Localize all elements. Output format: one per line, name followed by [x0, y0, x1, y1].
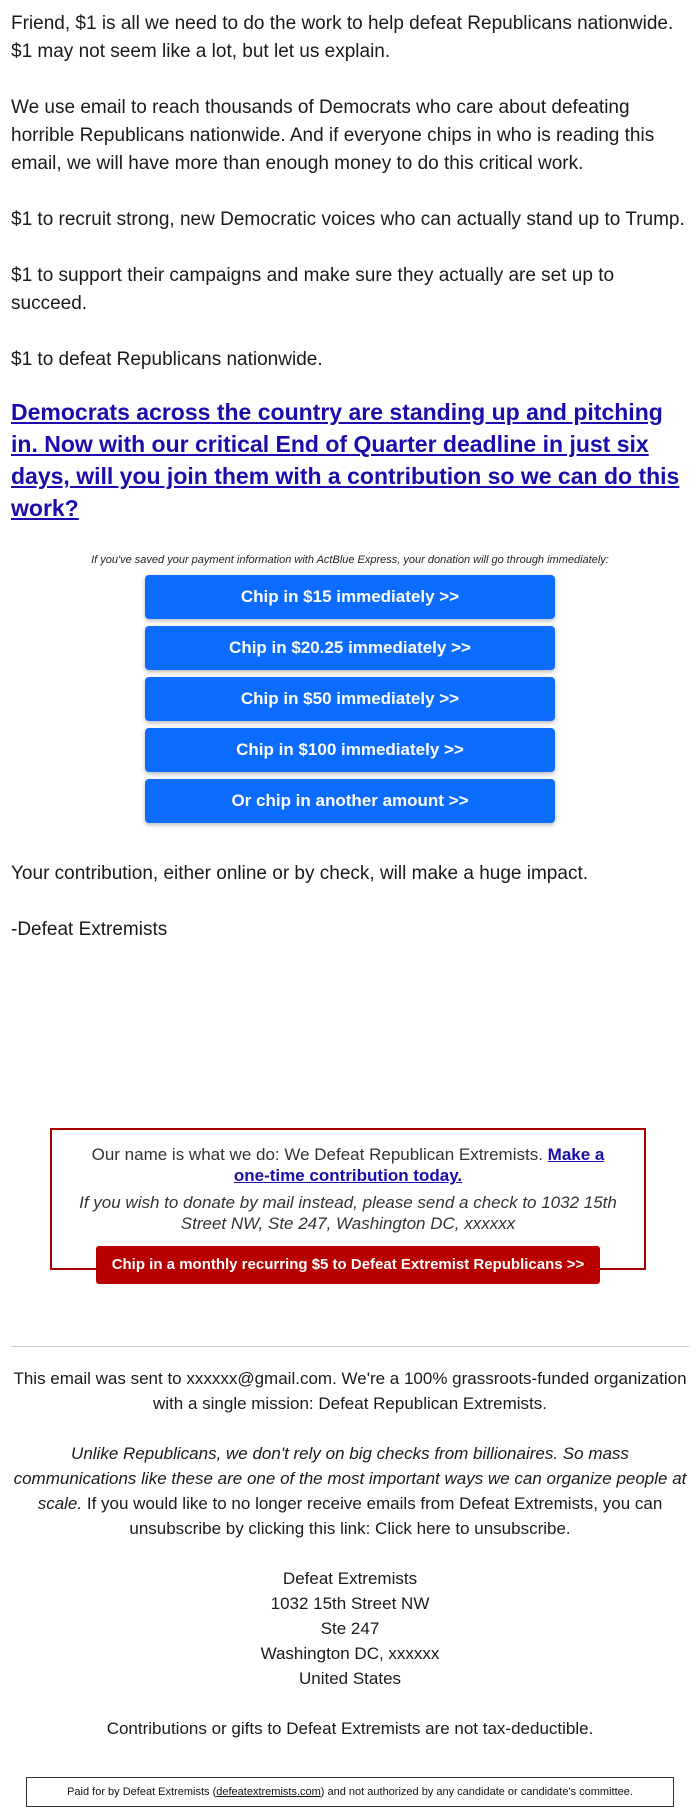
tax-disclaimer: Contributions or gifts to Defeat Extremists are not tax-deductible.	[106, 1719, 594, 1738]
unlike-republicans-text: Unlike Republicans, we don't rely on big checks from billionaires. So mass communications like these are one of the most important ways we can organize people at scale.	[13, 1444, 687, 1513]
chip-other-amount-button[interactable]: Or chip in another amount >>	[145, 779, 555, 823]
intro-paragraph-3: $1 to recruit strong, new Democratic voices who can actually stand up to Trump.	[11, 209, 685, 230]
box-intro	[76, 1144, 620, 1186]
paid-for-disclaimer	[26, 1777, 674, 1807]
chip-20-25-button[interactable]: Chip in $20.25 immediately >>	[145, 626, 555, 670]
chip-50-button[interactable]: Chip in $50 immediately >>	[145, 677, 555, 721]
address-line: 1032 15th Street NW	[270, 1594, 430, 1613]
address-line: Ste 247	[320, 1619, 380, 1638]
monthly-recurring-button[interactable]: Chip in a monthly recurring $5 to Defeat Extremist Republicans >>	[96, 1246, 601, 1284]
paid-for-prefix: Paid for by Defeat Extremists (	[67, 1786, 217, 1798]
donation-buttons	[11, 575, 689, 830]
intro-paragraph-1: Friend, $1 is all we need to do the work to help defeat Republicans nationwide. $1 may not seem like a lot, but let us explain.	[11, 13, 674, 62]
footer-divider	[11, 1346, 689, 1347]
unsubscribe-paragraph	[11, 1441, 689, 1541]
intro-paragraph-2: We use email to reach thousands of Democrats who care about defeating horrible Republicans nationwide. And if everyone chips in who is reading this email, we will have more than enough money to do this critical work.	[11, 97, 655, 174]
footer	[11, 1366, 689, 1766]
intro-paragraph-4: $1 to support their campaigns and make sure they actually are set up to succeed.	[11, 265, 615, 314]
actblue-express-note: If you've saved your payment information with ActBlue Express, your donation will go through immediately:	[91, 554, 609, 566]
mail-donation-text: If you wish to donate by mail instead, please send a check to 1032 15th Street NW, Ste 247, Washington DC, xxxxxx	[79, 1193, 617, 1233]
address-line: United States	[298, 1669, 402, 1688]
donate-box	[50, 1128, 646, 1273]
one-time-contribution-link[interactable]: Make a one-time contribution today.	[233, 1145, 605, 1185]
box-intro-text: Our name is what we do: We Defeat Republican Extremists.	[91, 1145, 543, 1164]
address-line: Defeat Extremists	[282, 1569, 418, 1588]
signature: -Defeat Extremists	[11, 919, 168, 940]
paid-for-suffix: ) and not authorized by any candidate or candidate's committee.	[320, 1786, 633, 1798]
headline-link[interactable]: Democrats across the country are standing up and pitching in. Now with our critical End of Quarter deadline in just six days, will you join them with a contribution so we can do this work?	[11, 399, 680, 521]
sent-to-text: This email was sent to xxxxxx@gmail.com. We're a 100% grassroots-funded organization with a single mission: Defeat Republican Extremists.	[13, 1369, 687, 1413]
unsubscribe-text: If you would like to no longer receive emails from Defeat Extremists, you can unsubscribe by clicking this link:	[86, 1494, 663, 1538]
impact-text: Your contribution, either online or by check, will make a huge impact.	[11, 863, 588, 884]
address-line: Washington DC, xxxxxx	[260, 1644, 440, 1663]
website-link[interactable]: defeatextremists.com	[216, 1786, 321, 1798]
mailing-address	[11, 1566, 689, 1691]
chip-15-button[interactable]: Chip in $15 immediately >>	[145, 575, 555, 619]
unsubscribe-link[interactable]: Click here to unsubscribe.	[375, 1519, 571, 1538]
intro-paragraph-5: $1 to defeat Republicans nationwide.	[11, 349, 323, 370]
chip-100-button[interactable]: Chip in $100 immediately >>	[145, 728, 555, 772]
